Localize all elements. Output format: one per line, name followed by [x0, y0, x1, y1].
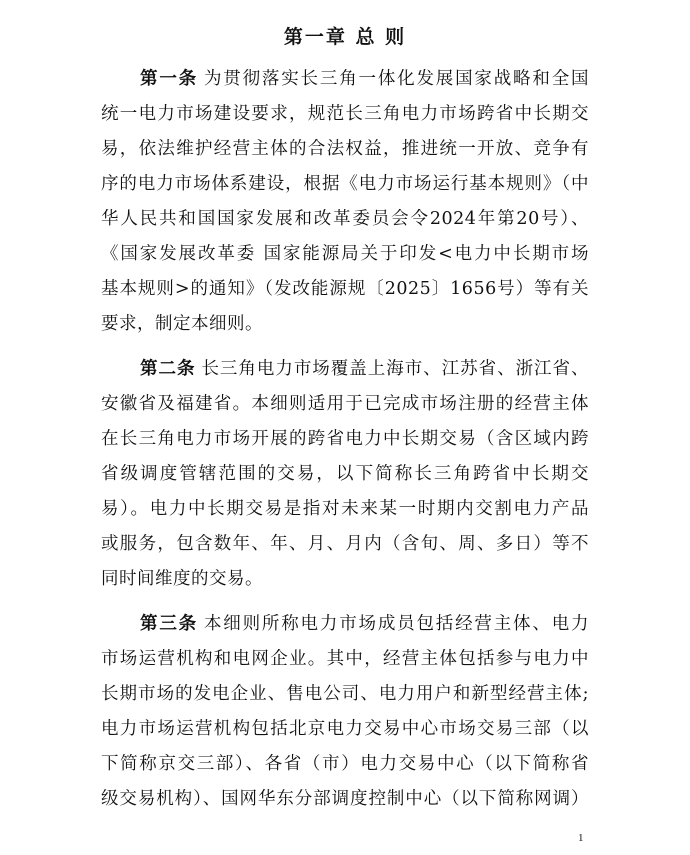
article-3-line-1: 第三条 本细则所称电力市场成员包括经营主体、电力	[140, 614, 590, 634]
article-3-label: 第三条	[140, 614, 198, 634]
article-1-label: 第一条	[140, 69, 198, 89]
article-1-line-8: 要求，制定本细则。	[101, 314, 263, 334]
article-1-line-4: 序的电力市场体系建设，根据《电力市场运行基本规则》（中	[101, 174, 589, 194]
article-3-line-6: 级交易机构）、国网华东分部调度控制中心（以下简称网调）	[101, 789, 589, 809]
article-1-line-3: 易，依法维护经营主体的合法权益，推进统一开放、竞争有	[101, 139, 589, 159]
article-1-line-1: 第一条 为贯彻落实长三角一体化发展国家战略和全国	[140, 69, 590, 89]
article-3-line-5: 下简称京交三部）、各省（市）电力交易中心（以下简称省	[101, 754, 589, 774]
article-2-line-3: 在长三角电力市场开展的跨省电力中长期交易（含区域内跨	[101, 429, 589, 449]
article-3-line-2: 市场运营机构和电网企业。其中，经营主体包括参与电力中	[101, 649, 589, 669]
page-number: 1	[578, 832, 584, 844]
article-2-line-1: 第二条 长三角电力市场覆盖上海市、江苏省、浙江省、	[140, 359, 590, 379]
article-2-line-4: 省级调度管辖范围的交易，以下简称长三角跨省中长期交	[101, 464, 589, 484]
article-1-line-5: 华人民共和国国家发展和改革委员会令2024年第20号）、	[101, 209, 589, 229]
article-3-line-3: 长期市场的发电企业、售电公司、电力用户和新型经营主体;	[101, 684, 589, 704]
article-2-label: 第二条	[140, 359, 196, 379]
chapter-title: 第一章 总 则	[283, 26, 407, 48]
article-2-line-6: 或服务，包含数年、年、月、月内（含旬、周、多日）等不	[101, 534, 589, 554]
article-3-line-4: 电力市场运营机构包括北京电力交易中心市场交易三部（以	[101, 719, 589, 739]
article-1-line-6: 《国家发展改革委 国家能源局关于印发<电力中长期市场	[101, 244, 589, 264]
article-1-line-2: 统一电力市场建设要求，规范长三角电力市场跨省中长期交	[101, 104, 589, 124]
article-2-line-5: 易）。电力中长期交易是指对未来某一时期内交割电力产品	[101, 499, 589, 519]
article-1-line-7: 基本规则>的通知》（发改能源规〔2025〕1656号）等有关	[101, 279, 589, 299]
article-2-line-2: 安徽省及福建省。本细则适用于已完成市场注册的经营主体	[101, 394, 589, 414]
article-2-line-7: 同时间维度的交易。	[101, 569, 263, 589]
